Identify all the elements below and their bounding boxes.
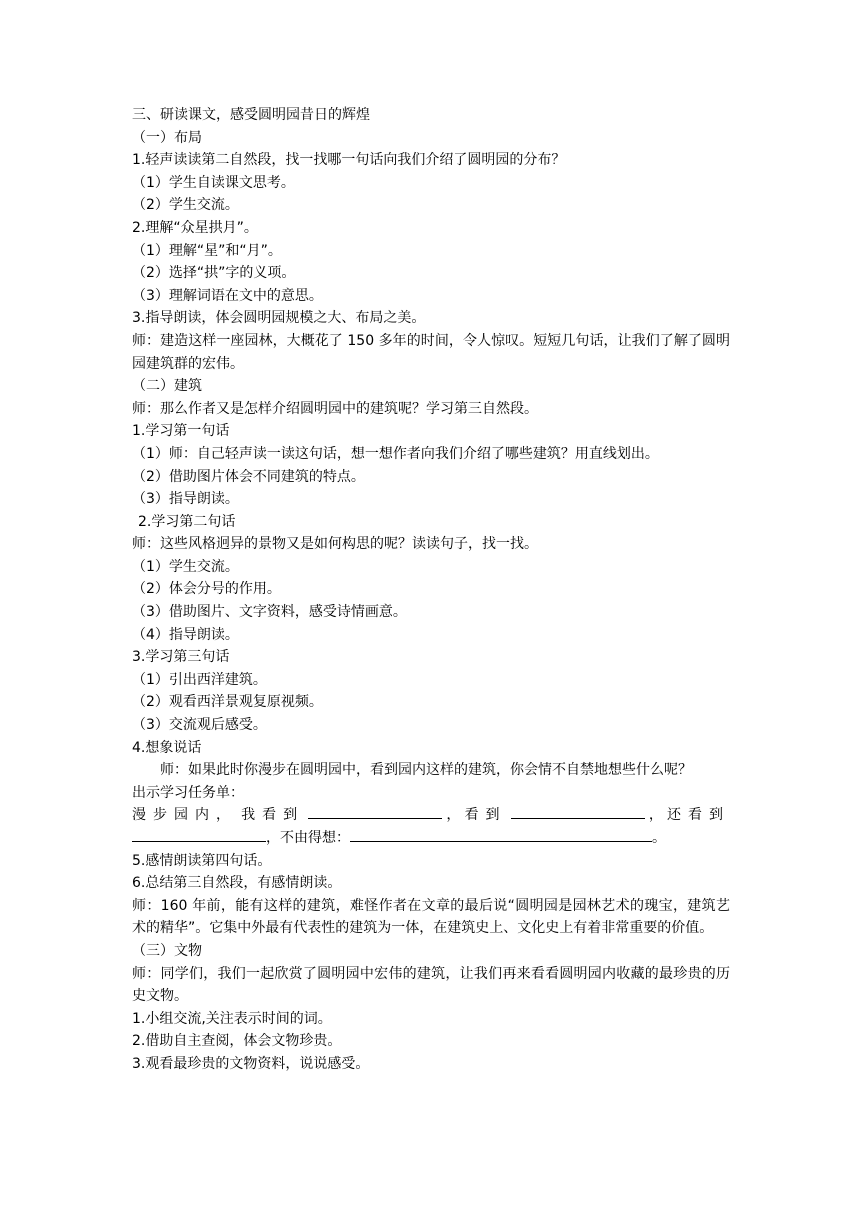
part-1-step-c: （3）指导朗读。 — [132, 491, 239, 508]
part-1-step-b: （2）借助图片体会不同建筑的特点。 — [132, 468, 365, 485]
document-page — [132, 104, 730, 1076]
subsection-title-layout: （一）布局 — [132, 129, 202, 146]
part-2-step-d: （4）指导朗读。 — [132, 626, 239, 643]
fill-blank-3[interactable] — [132, 827, 266, 842]
fill-text-1: 漫步园内， — [132, 807, 237, 824]
question-1: 1.轻声读读第二自然段，找一找哪一句话向我们介绍了圆明园的分布？ — [132, 152, 566, 169]
part-3-step-c: （3）交流观后感受。 — [132, 717, 267, 734]
part-2-step-c: （3）借助图片、文字资料，感受诗情画意。 — [132, 604, 407, 621]
part-1-step-a: （1）师：自己轻声读一读这句话，想一想作者向我们介绍了哪些建筑？用直线划出。 — [132, 445, 659, 462]
part-5: 5.感情朗读第四句话。 — [132, 852, 272, 869]
part-2: 2.学习第二句话 — [138, 513, 236, 530]
task-sheet-label: 出示学习任务单： — [132, 784, 244, 801]
question-2: 2.理解“众星拱月”。 — [132, 219, 258, 236]
fill-in-line-1 — [132, 804, 730, 827]
relics-step-2: 2.借助自主查阅，体会文物珍贵。 — [132, 1033, 342, 1050]
fill-text-6: 还看到 — [666, 807, 730, 824]
question-3: 3.指导朗读，体会圆明园规模之大、布局之美。 — [132, 310, 426, 327]
part-1: 1.学习第一句话 — [132, 423, 230, 440]
question-2-step-c: （3）理解词语在文中的意思。 — [132, 287, 323, 304]
fill-text-3: ， — [446, 807, 461, 824]
question-1-step-a: （1）学生自读课文思考。 — [132, 174, 295, 191]
part-4: 4.想象说话 — [132, 739, 202, 756]
fill-blank-1[interactable] — [308, 804, 442, 819]
fill-text-4: 看到 — [464, 807, 507, 824]
teacher-remark-summary: 师：160 年前，能有这样的建筑，难怪作者在文章的最后说“圆明园是园林艺术的瑰宝，建筑艺术的精华”。它集中外最有代表性的建筑为一体，在建筑史上、文化史上有着非常重要的价值。 — [132, 897, 730, 937]
fill-blank-4[interactable] — [350, 827, 652, 842]
fill-text-8: 。 — [652, 830, 666, 846]
part-2-step-a: （1）学生交流。 — [132, 558, 239, 575]
part-3: 3.学习第三句话 — [132, 649, 230, 666]
teacher-remark-part-2: 师：这些风格迥异的景物又是如何构思的呢？读读句子，找一找。 — [132, 536, 538, 553]
teacher-remark-layout: 师：建造这样一座园林，大概花了 150 多年的时间，令人惊叹。短短几句话，让我们了解了圆明园建筑群的宏伟。 — [132, 332, 730, 372]
fill-text-7: ，不由得想： — [266, 830, 350, 846]
section-heading: 三、研读课文，感受圆明园昔日的辉煌 — [132, 107, 370, 123]
question-1-step-b: （2）学生交流。 — [132, 197, 239, 214]
part-2-step-b: （2）体会分号的作用。 — [132, 581, 281, 598]
part-3-step-a: （1）引出西洋建筑。 — [132, 671, 267, 688]
teacher-remark-part-4: 师：如果此时你漫步在圆明园中，看到园内这样的建筑，你会情不自禁地想些什么呢？ — [160, 762, 692, 779]
question-2-step-a: （1）理解“星”和“月”。 — [132, 242, 282, 259]
fill-in-line-2 — [132, 827, 730, 850]
part-3-step-b: （2）观看西洋景观复原视频。 — [132, 694, 323, 711]
subsection-title-architecture: （二）建筑 — [132, 378, 202, 395]
subsection-title-relics: （三）文物 — [132, 942, 202, 959]
teacher-remark-architecture: 师：那么作者又是怎样介绍圆明园中的建筑呢？学习第三自然段。 — [132, 400, 538, 417]
fill-text-5: ， — [648, 807, 663, 824]
question-2-step-b: （2）选择“拱”字的义项。 — [132, 265, 296, 282]
fill-blank-2[interactable] — [511, 804, 645, 819]
relics-step-3: 3.观看最珍贵的文物资料，说说感受。 — [132, 1055, 370, 1072]
teacher-remark-relics: 师：同学们，我们一起欣赏了圆明园中宏伟的建筑，让我们再来看看圆明园内收藏的最珍贵的历史文物。 — [132, 965, 730, 1005]
relics-step-1: 1.小组交流,关注表示时间的词。 — [132, 1010, 332, 1027]
part-6: 6.总结第三自然段，有感情朗读。 — [132, 875, 342, 892]
fill-text-2: 我看到 — [241, 807, 305, 824]
